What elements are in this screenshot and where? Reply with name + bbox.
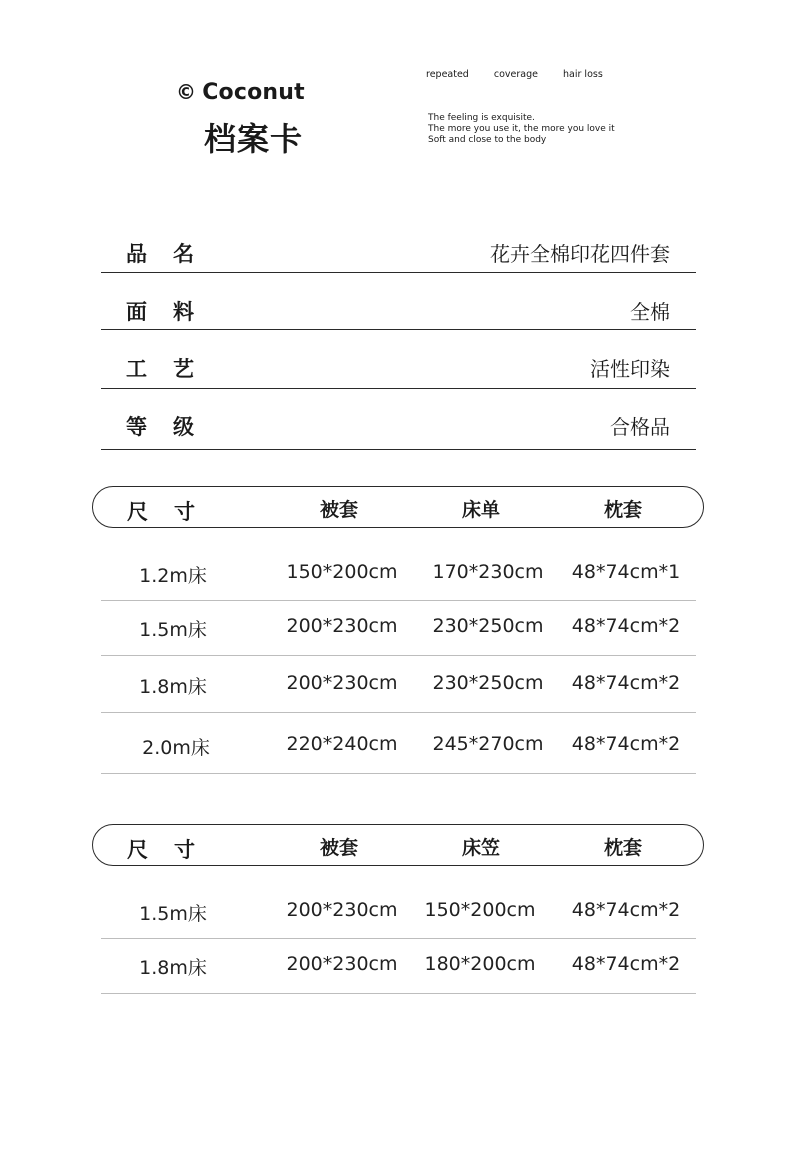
col-header-fitted-sheet: 床笠 <box>461 837 501 859</box>
info-row-product-name <box>101 226 696 273</box>
tag-item: repeated <box>426 69 469 80</box>
size-cell: 200*230cm <box>286 615 398 637</box>
size-cell: 150*200cm <box>424 899 536 921</box>
table-row <box>101 939 696 994</box>
info-value: 全棉 <box>630 300 670 324</box>
tagline <box>428 113 615 146</box>
table-row <box>101 545 696 601</box>
size-cell: 1.5m床 <box>139 619 207 641</box>
info-value: 花卉全棉印花四件套 <box>490 242 670 266</box>
col-header-pillow: 枕套 <box>603 837 643 859</box>
size-cell: 2.0m床 <box>142 737 210 759</box>
size-cell: 230*250cm <box>432 672 544 694</box>
size-cell: 1.5m床 <box>139 903 207 925</box>
col-header-sheet: 床单 <box>461 499 501 521</box>
size-cell: 150*200cm <box>286 561 398 583</box>
info-label: 工 艺 <box>126 357 194 381</box>
info-row-process <box>101 331 696 389</box>
size-cell: 220*240cm <box>286 733 398 755</box>
size-cell: 170*230cm <box>432 561 544 583</box>
size-cell: 48*74cm*2 <box>571 615 681 637</box>
size-cell: 200*230cm <box>286 899 398 921</box>
tag-item: coverage <box>493 69 538 80</box>
tagline-line: The more you use it, the more you love it <box>428 124 615 134</box>
table-row <box>101 601 696 656</box>
size-cell: 200*230cm <box>286 953 398 975</box>
brand-name: Coconut <box>202 80 305 105</box>
size-table-2-header <box>92 824 704 866</box>
info-row-fabric <box>101 274 696 330</box>
tag-item: hair loss <box>563 69 603 80</box>
info-row-grade <box>101 390 696 450</box>
size-cell: 200*230cm <box>286 672 398 694</box>
col-header-duvet: 被套 <box>319 837 359 859</box>
size-cell: 1.2m床 <box>139 565 207 587</box>
table-row <box>101 883 696 939</box>
brand <box>176 80 305 105</box>
copyright-icon: © <box>176 80 197 104</box>
size-header-label: 尺 寸 <box>127 838 195 862</box>
page-title: 档案卡 <box>204 120 304 158</box>
size-cell: 1.8m床 <box>139 676 207 698</box>
info-label: 等 级 <box>126 415 194 439</box>
size-cell: 180*200cm <box>424 953 536 975</box>
tagline-line: Soft and close to the body <box>428 135 547 145</box>
size-cell: 48*74cm*2 <box>571 733 681 755</box>
info-label: 面 料 <box>126 300 194 324</box>
info-label: 品 名 <box>126 242 194 266</box>
size-cell: 1.8m床 <box>139 957 207 979</box>
size-header-label: 尺 寸 <box>127 500 195 524</box>
col-header-duvet: 被套 <box>319 499 359 521</box>
tag-list <box>426 69 625 80</box>
info-value: 活性印染 <box>590 357 670 381</box>
size-cell: 230*250cm <box>432 615 544 637</box>
table-row <box>101 656 696 713</box>
tagline-line: The feeling is exquisite. <box>428 113 535 123</box>
table-row <box>101 713 696 774</box>
size-cell: 48*74cm*2 <box>571 899 681 921</box>
col-header-pillow: 枕套 <box>603 499 643 521</box>
size-cell: 48*74cm*1 <box>571 561 681 583</box>
size-cell: 245*270cm <box>432 733 544 755</box>
info-value: 合格品 <box>610 415 670 439</box>
size-cell: 48*74cm*2 <box>571 953 681 975</box>
size-table-1-header <box>92 486 704 528</box>
size-cell: 48*74cm*2 <box>571 672 681 694</box>
